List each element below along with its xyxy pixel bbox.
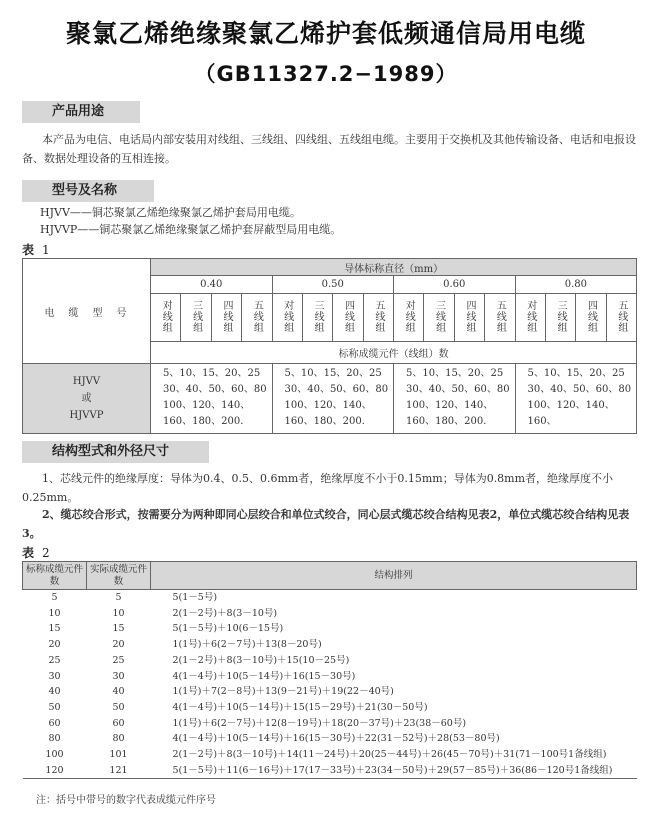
group-type: 四线组 [333, 294, 363, 342]
header-actual-count: 实际成缆元件数 [87, 562, 151, 590]
diameter-080: 0.80 [515, 276, 637, 294]
group-type: 五线组 [606, 294, 637, 342]
group-type: 对线组 [515, 294, 545, 342]
model-header: 电 缆 型 号 [23, 259, 151, 364]
group-type: 五线组 [363, 294, 393, 342]
group-type: 五线组 [242, 294, 272, 342]
standard-number: （GB11327.2−1989） [194, 62, 458, 86]
table2 [22, 561, 637, 779]
table-row: 100 101 2(1－2号)＋8(3－10号)＋14(11－24号)＋20(25－44号)＋26(45－70号)＋31(71－100号1备线组) [45, 749, 607, 761]
structure-paragraph-1: 1、芯线元件的绝缘厚度：导体为0.4、0.5、0.6mm者，绝缘厚度不小于0.15mm；导体为0.8mm者，绝缘厚度不小0.25mm。 [22, 472, 614, 504]
model-hjvv: HJVV——铜芯聚氯乙烯绝缘聚氯乙烯护套局用电缆。 [40, 206, 301, 219]
counts-040: 5、10、15、20、25 30、40、50、60、80 100、120、140、 160、180、200． [151, 364, 273, 434]
counts-060: 5、10、15、20、25 30、40、50、60、80 100、120、140、 160、180、200． [394, 364, 516, 434]
group-type: 四线组 [576, 294, 606, 342]
group-type: 四线组 [454, 294, 484, 342]
table-row: 50 50 4(1－4号)＋10(5－14号)＋15(15－29号)＋21(30－50号) [48, 701, 428, 713]
table-row: 5 5 5(1－5号) [51, 592, 218, 603]
model-hjvvp: HJVVP——铜芯聚氯乙烯绝缘聚氯乙烯护套屏蔽型局用电缆。 [40, 223, 342, 236]
table-row: 10 10 2(1－2号)＋8(3－10号) [48, 607, 278, 619]
model-cell: HJVV 或 HJVVP [23, 364, 151, 434]
group-type: 四线组 [211, 294, 241, 342]
table-row: 15 15 5(1－5号)＋10(6－15号) [48, 623, 284, 635]
usage-paragraph: 本产品为电信、电话局内部安装用对线组、三线组、四线组、五线组电缆。主要用于交换机及其他传输设备、电话和电报设备、数据处理设备的互相连接。 [22, 133, 636, 165]
group-type: 对线组 [272, 294, 302, 342]
group-type: 五线组 [485, 294, 515, 342]
counts-080: 5、10、15、20、25 30、40、50、60、80 100、120、140、 160、 [515, 364, 637, 434]
table-row: 20 20 1(1号)＋6(2－7号)＋13(8－20号) [48, 639, 322, 651]
table-row: 60 60 1(1号)＋6(2－7号)＋12(8－19号)＋18(20－37号)＋23(38－60号) [48, 717, 467, 729]
header-arrangement: 结构排列 [151, 562, 637, 590]
group-type: 三线组 [181, 294, 211, 342]
diameter-050: 0.50 [272, 276, 394, 294]
diameter-header: 导体标称直径（mm） [151, 259, 637, 276]
group-type: 对线组 [394, 294, 424, 342]
count-header: 标称成缆元件（线组）数 [151, 342, 637, 364]
table-row: 40 40 1(1号)＋7(2－8号)＋13(9－21号)＋19(22－40号) [48, 686, 394, 698]
header-nominal-count: 标称成缆元件数 [23, 562, 87, 590]
group-type: 三线组 [302, 294, 332, 342]
diameter-040: 0.40 [151, 276, 273, 294]
section-model-heading: 型号及名称 [22, 180, 154, 202]
table1-label: 表 1 [22, 243, 50, 257]
table2-label: 表 2 [22, 546, 50, 560]
table-row: 25 25 2(1－2号)＋8(3－10号)＋15(10－25号) [48, 654, 350, 666]
group-type: 三线组 [545, 294, 575, 342]
table1 [22, 258, 637, 434]
group-type: 对线组 [151, 294, 181, 342]
table-row: 80 80 4(1－4号)＋10(5－14号)＋16(15－30号)＋22(31－52号)＋28(53－80号) [48, 733, 500, 745]
document-title: 聚氯乙烯绝缘聚氯乙烯护套低频通信局用电缆 [65, 19, 586, 48]
diameter-060: 0.60 [394, 276, 516, 294]
footnote: 注：括号中带号的数字代表成缆元件序号 [36, 795, 216, 806]
section-usage-heading: 产品用途 [22, 101, 140, 123]
section-structure-heading: 结构型式和外径尺寸 [22, 441, 209, 463]
table-row: 120 121 5(1－5号)＋11(6－16号)＋17(17－33号)＋23(34－50号)＋29(57－85号)＋36(86－120号1备线组) [23, 763, 637, 779]
counts-050: 5、10、15、20、25 30、40、50、60、80 100、120、140、 160、180、200． [272, 364, 394, 434]
structure-paragraph-2: 2、缆芯绞合形式，按需要分为两种即同心层绞合和单位式绞合，同心层式缆芯绞合结构见表2，单位式缆芯绞合结构见表3。 [22, 508, 630, 540]
group-type: 三线组 [424, 294, 454, 342]
table-row: 30 30 4(1－4号)＋10(5－14号)＋16(15－30号) [48, 670, 356, 682]
